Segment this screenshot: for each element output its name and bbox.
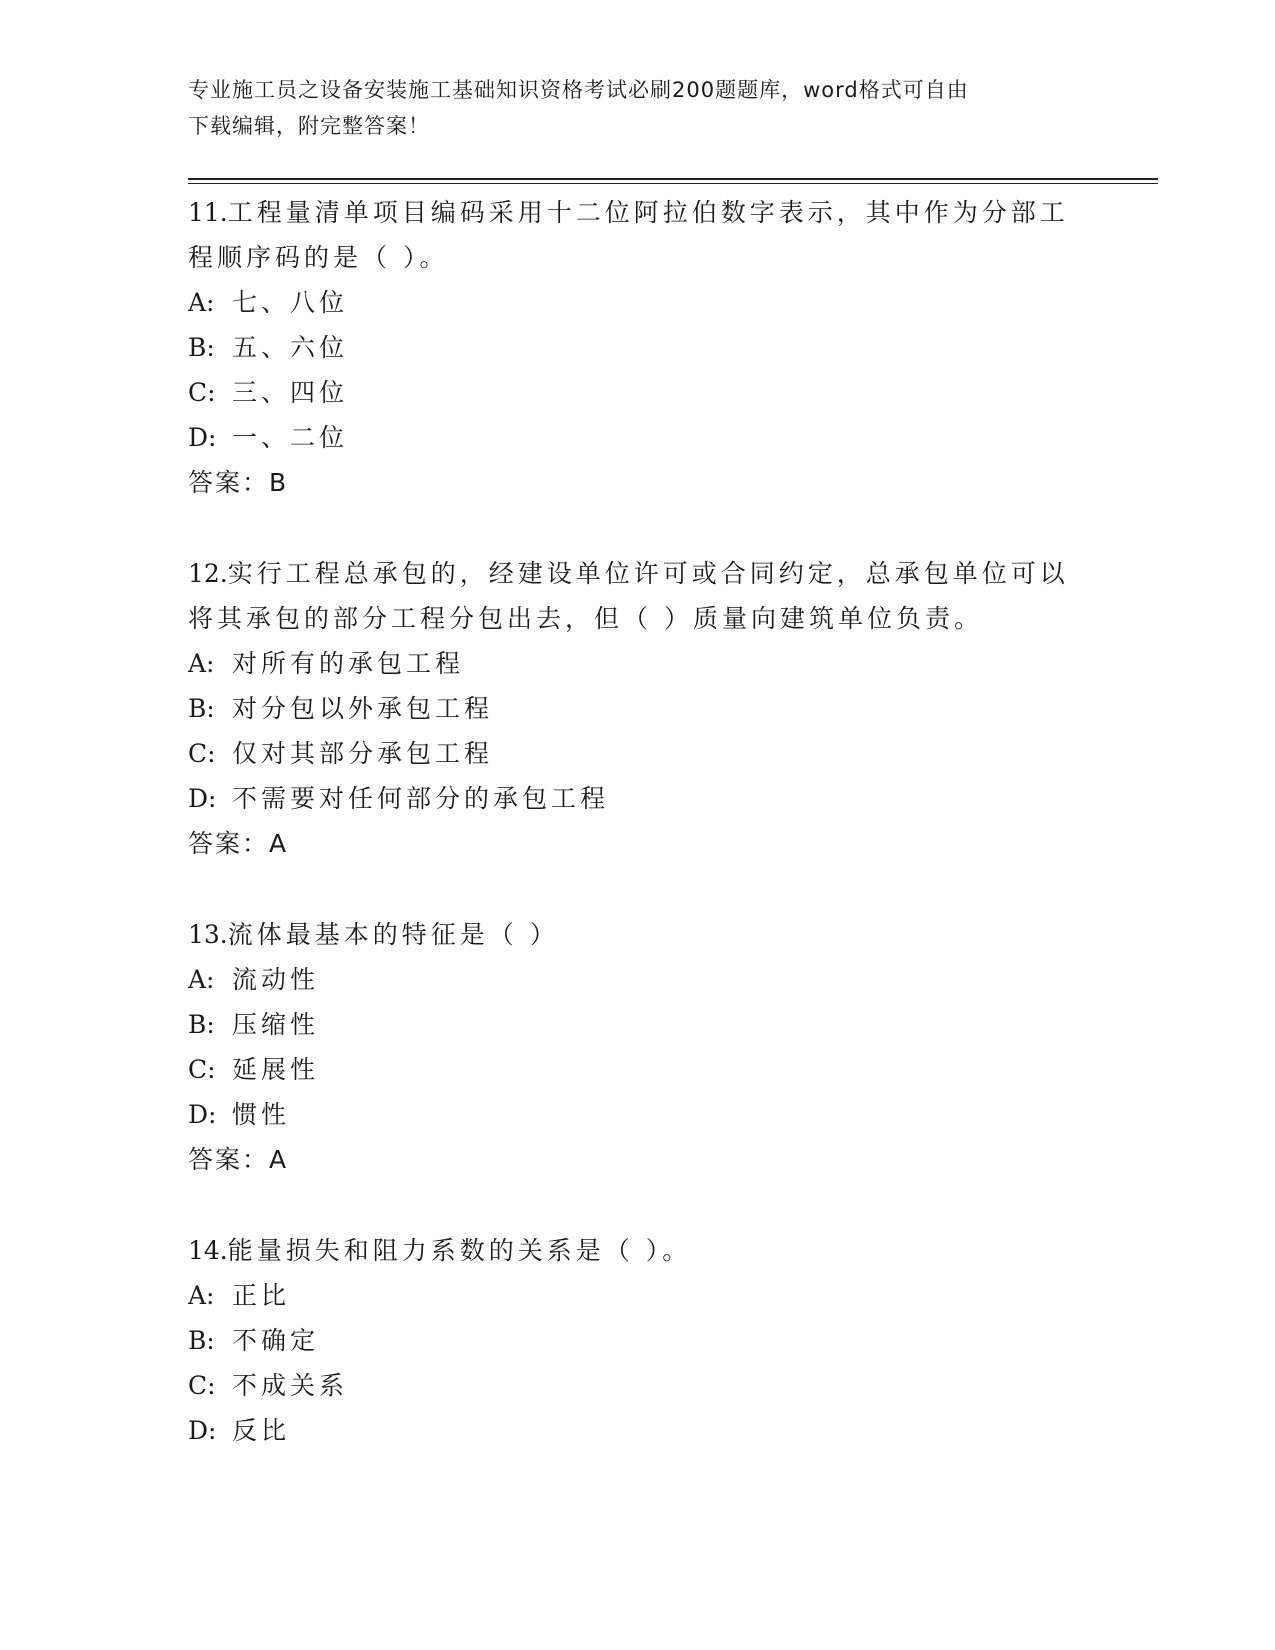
option-d bbox=[188, 1092, 1088, 1137]
option-text: 一、二位 bbox=[232, 423, 349, 452]
option-letter: D: bbox=[188, 423, 217, 452]
option-letter: B: bbox=[188, 333, 215, 362]
document-header bbox=[188, 72, 1068, 144]
option-letter: A: bbox=[188, 649, 215, 678]
question-stem bbox=[188, 551, 1088, 596]
question-stem bbox=[188, 190, 1088, 235]
option-letter: C: bbox=[188, 739, 216, 768]
option-a bbox=[188, 280, 1088, 325]
question-text-line-2: 将其承包的部分工程分包出去，但（ ）质量向建筑单位负责。 bbox=[188, 604, 983, 633]
header-divider-thick bbox=[188, 178, 1158, 180]
question-text-line-1: 实行工程总承包的，经建设单位许可或合同约定，总承包单位可以 bbox=[227, 559, 1069, 588]
option-a bbox=[188, 1273, 1088, 1318]
answer-line: 答案：A bbox=[188, 829, 289, 858]
option-c bbox=[188, 1047, 1088, 1092]
option-b bbox=[188, 1002, 1088, 1047]
option-text: 七、八位 bbox=[232, 288, 349, 317]
question-13 bbox=[188, 912, 1088, 1182]
option-letter: C: bbox=[188, 378, 216, 407]
option-letter: A: bbox=[188, 965, 215, 994]
option-text: 流动性 bbox=[232, 965, 320, 994]
option-c bbox=[188, 731, 1088, 776]
option-letter: D: bbox=[188, 1100, 217, 1129]
option-text: 不成关系 bbox=[232, 1371, 349, 1400]
question-12 bbox=[188, 551, 1088, 866]
question-11 bbox=[188, 190, 1088, 505]
question-text-line-1: 流体最基本的特征是（ ） bbox=[227, 920, 559, 949]
option-letter: A: bbox=[188, 288, 215, 317]
option-text: 仅对其部分承包工程 bbox=[232, 739, 494, 768]
option-text: 对分包以外承包工程 bbox=[232, 694, 494, 723]
option-letter: D: bbox=[188, 1416, 217, 1445]
question-text-line-2: 程顺序码的是（ ）。 bbox=[188, 243, 449, 272]
header-line-1: 专业施工员之设备安装施工基础知识资格考试必刷200题题库，word格式可自由 bbox=[188, 78, 969, 102]
question-list bbox=[188, 190, 1088, 1499]
option-d bbox=[188, 415, 1088, 460]
option-text: 惯性 bbox=[232, 1100, 291, 1129]
option-text: 压缩性 bbox=[232, 1010, 320, 1039]
question-text-line-1: 能量损失和阻力系数的关系是（ ）。 bbox=[227, 1236, 692, 1265]
question-stem bbox=[188, 912, 1088, 957]
option-letter: B: bbox=[188, 694, 215, 723]
option-d bbox=[188, 776, 1088, 821]
answer-line: 答案：A bbox=[188, 1145, 289, 1174]
option-letter: B: bbox=[188, 1326, 215, 1355]
option-letter: B: bbox=[188, 1010, 215, 1039]
option-a bbox=[188, 957, 1088, 1002]
option-text: 五、六位 bbox=[232, 333, 349, 362]
option-text: 三、四位 bbox=[232, 378, 349, 407]
option-b bbox=[188, 686, 1088, 731]
option-a bbox=[188, 641, 1088, 686]
option-letter: C: bbox=[188, 1371, 216, 1400]
option-letter: D: bbox=[188, 784, 217, 813]
question-number: 14. bbox=[188, 1236, 228, 1265]
question-number: 11. bbox=[188, 198, 228, 227]
question-14 bbox=[188, 1228, 1088, 1453]
question-text-line-1: 工程量清单项目编码采用十二位阿拉伯数字表示，其中作为分部工 bbox=[227, 198, 1069, 227]
option-text: 延展性 bbox=[232, 1055, 320, 1084]
option-letter: A: bbox=[188, 1281, 215, 1310]
header-divider-thin bbox=[188, 183, 1158, 184]
option-d bbox=[188, 1408, 1088, 1453]
option-b bbox=[188, 325, 1088, 370]
header-line-2: 下载编辑，附完整答案！ bbox=[188, 114, 430, 138]
option-c bbox=[188, 370, 1088, 415]
answer-line: 答案：B bbox=[188, 468, 289, 497]
option-text: 不确定 bbox=[232, 1326, 320, 1355]
option-text: 不需要对任何部分的承包工程 bbox=[232, 784, 610, 813]
option-b bbox=[188, 1318, 1088, 1363]
option-text: 对所有的承包工程 bbox=[232, 649, 465, 678]
option-text: 反比 bbox=[232, 1416, 291, 1445]
option-text: 正比 bbox=[232, 1281, 291, 1310]
question-number: 12. bbox=[188, 559, 228, 588]
question-stem bbox=[188, 1228, 1088, 1273]
question-number: 13. bbox=[188, 920, 228, 949]
option-letter: C: bbox=[188, 1055, 216, 1084]
option-c bbox=[188, 1363, 1088, 1408]
